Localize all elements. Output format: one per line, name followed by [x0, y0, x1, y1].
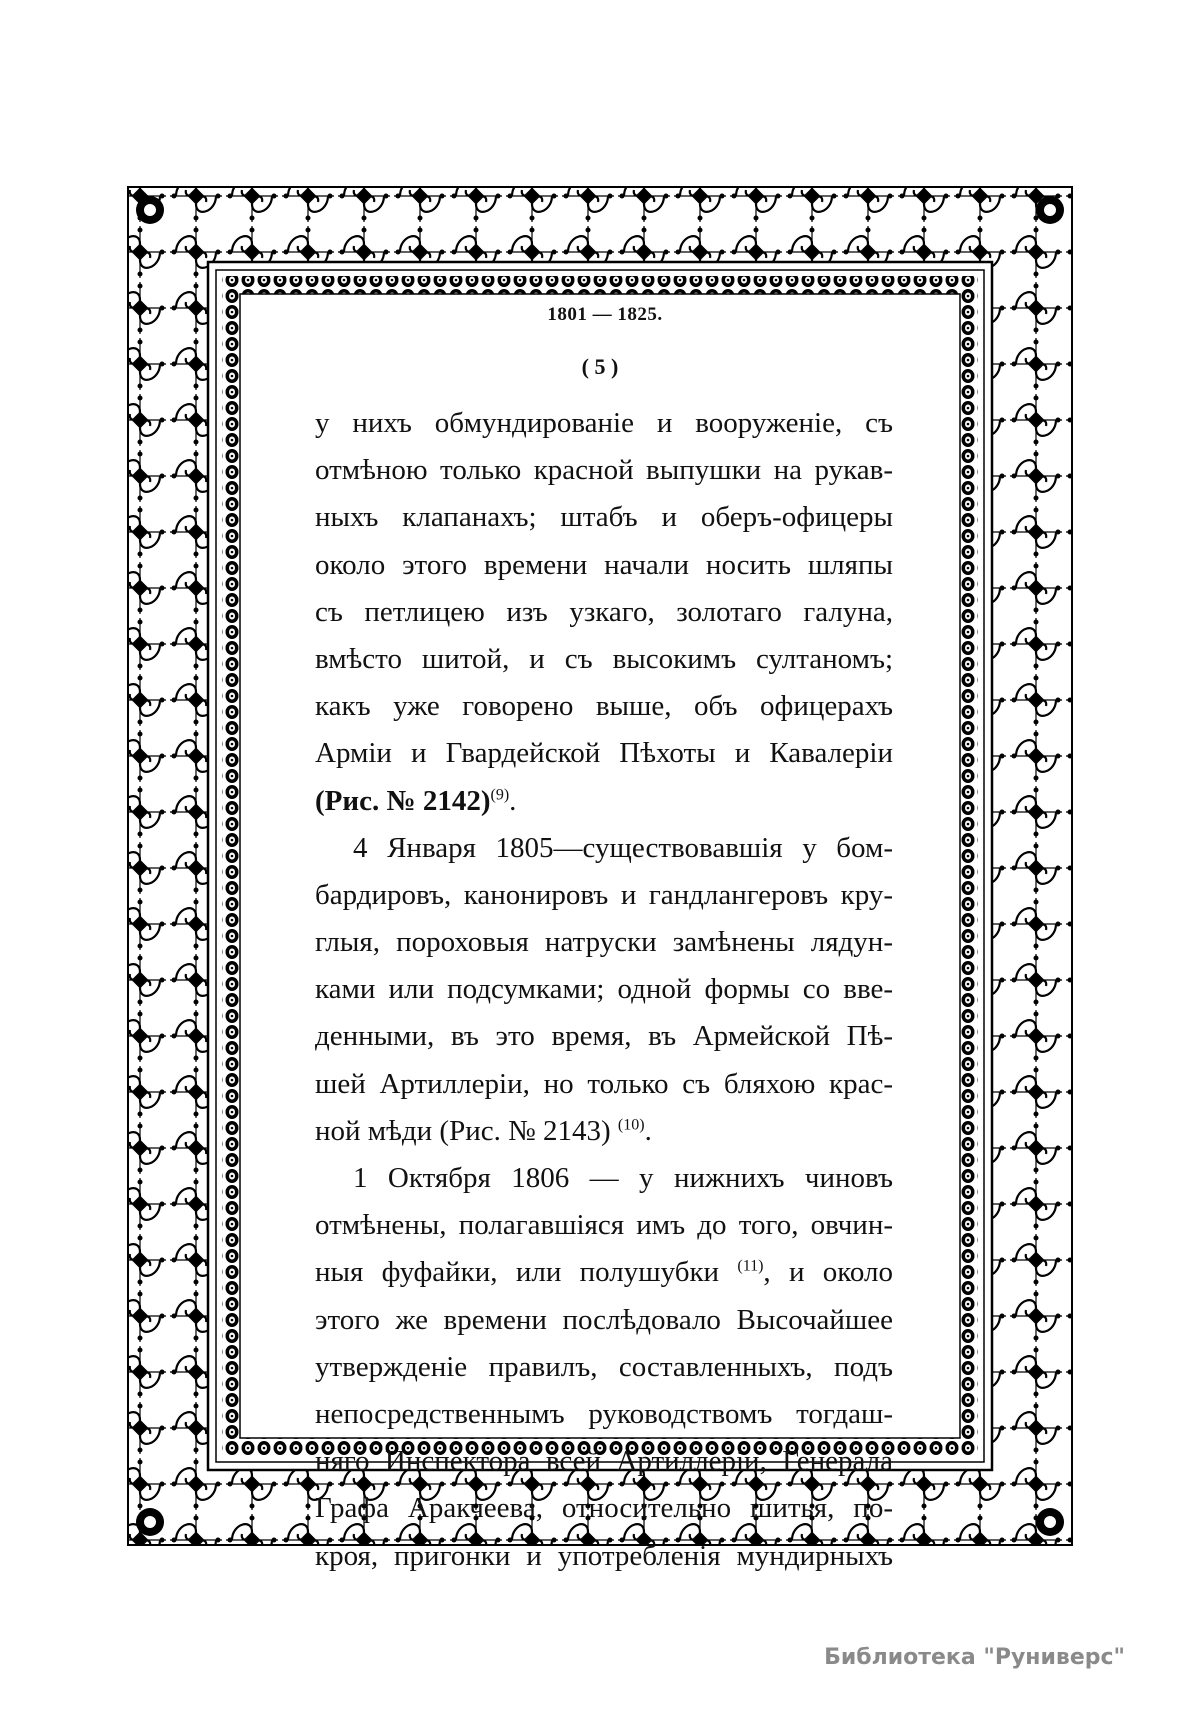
text-line: Арміи и Гвардейской Пѣхоты и Кавалеріи [315, 737, 893, 770]
text-line: кроя, пригонки и употребленія мундирныхъ [315, 1539, 893, 1572]
sentence-end: . [509, 784, 517, 817]
text-line: шей Артиллеріи, но только съ бляхою крас- [315, 1067, 893, 1100]
text-fragment: , и около [763, 1256, 893, 1289]
text-line: какъ уже говорено выше, объ офицерахъ [315, 690, 893, 723]
text-line: бардировъ, канонировъ и гандлангеровъ кру- [315, 878, 893, 911]
figure-reference: (Рис. № 2142) [315, 784, 491, 817]
library-watermark: Библиотека "Руниверс" [824, 1645, 1125, 1670]
footnote-ref: (9) [490, 785, 510, 803]
sentence-end: . [644, 1114, 652, 1147]
text-line: няго Инспектора всей Артиллеріи, Генерала [315, 1445, 893, 1478]
text-line: съ петлицею изъ узкаго, золотаго галуна, [315, 595, 893, 628]
text-line: ками или подсумками; одной формы со вве- [315, 973, 893, 1006]
text-line: 4 Января 1805—существовавшія у бом- [353, 831, 893, 864]
text-line: глыя, пороховыя натруски замѣнены лядун- [315, 926, 893, 959]
text-fragment: ныя фуфайки, или полушубки [315, 1256, 720, 1289]
text-line: ныхъ клапанахъ; штабъ и оберъ-офицеры [315, 501, 893, 534]
text-line: Графа Аракчеева, относительно шитья, по- [315, 1492, 893, 1525]
text-line: около этого времени начали носить шляпы [315, 548, 893, 581]
footnote-ref: (11) [737, 1257, 764, 1275]
text-line: непосредственнымъ руководствомъ тогдаш- [315, 1397, 893, 1430]
figure-reference: ной мѣди (Рис. № 2143) [315, 1114, 611, 1147]
page-number: ( 5 ) [581, 354, 619, 379]
text-line: у нихъ обмундированіе и вооруженіе, съ [315, 407, 893, 439]
text-line [315, 1249, 893, 1296]
text-line [315, 778, 893, 825]
footnote-ref: (10) [617, 1116, 645, 1134]
main-text [315, 400, 893, 1580]
text-line: отмѣною только красной выпушки на рукав- [315, 454, 893, 487]
text-line: 1 Октября 1806 — у нижнихъ чиновъ [353, 1162, 893, 1194]
text-line: этого же времени послѣдовало Высочайшее [315, 1303, 893, 1336]
text-line: вмѣсто шитой, и съ высокимъ султаномъ; [315, 642, 893, 675]
running-head: 1801 — 1825. [540, 304, 670, 326]
text-line: денными, въ это время, въ Армейской Пѣ- [315, 1020, 893, 1053]
text-line: утвержденіе правилъ, составленныхъ, подъ [315, 1350, 893, 1383]
text-line [315, 1108, 893, 1155]
text-line: отмѣнены, полагавшіяся имъ до того, овчин- [315, 1209, 893, 1242]
